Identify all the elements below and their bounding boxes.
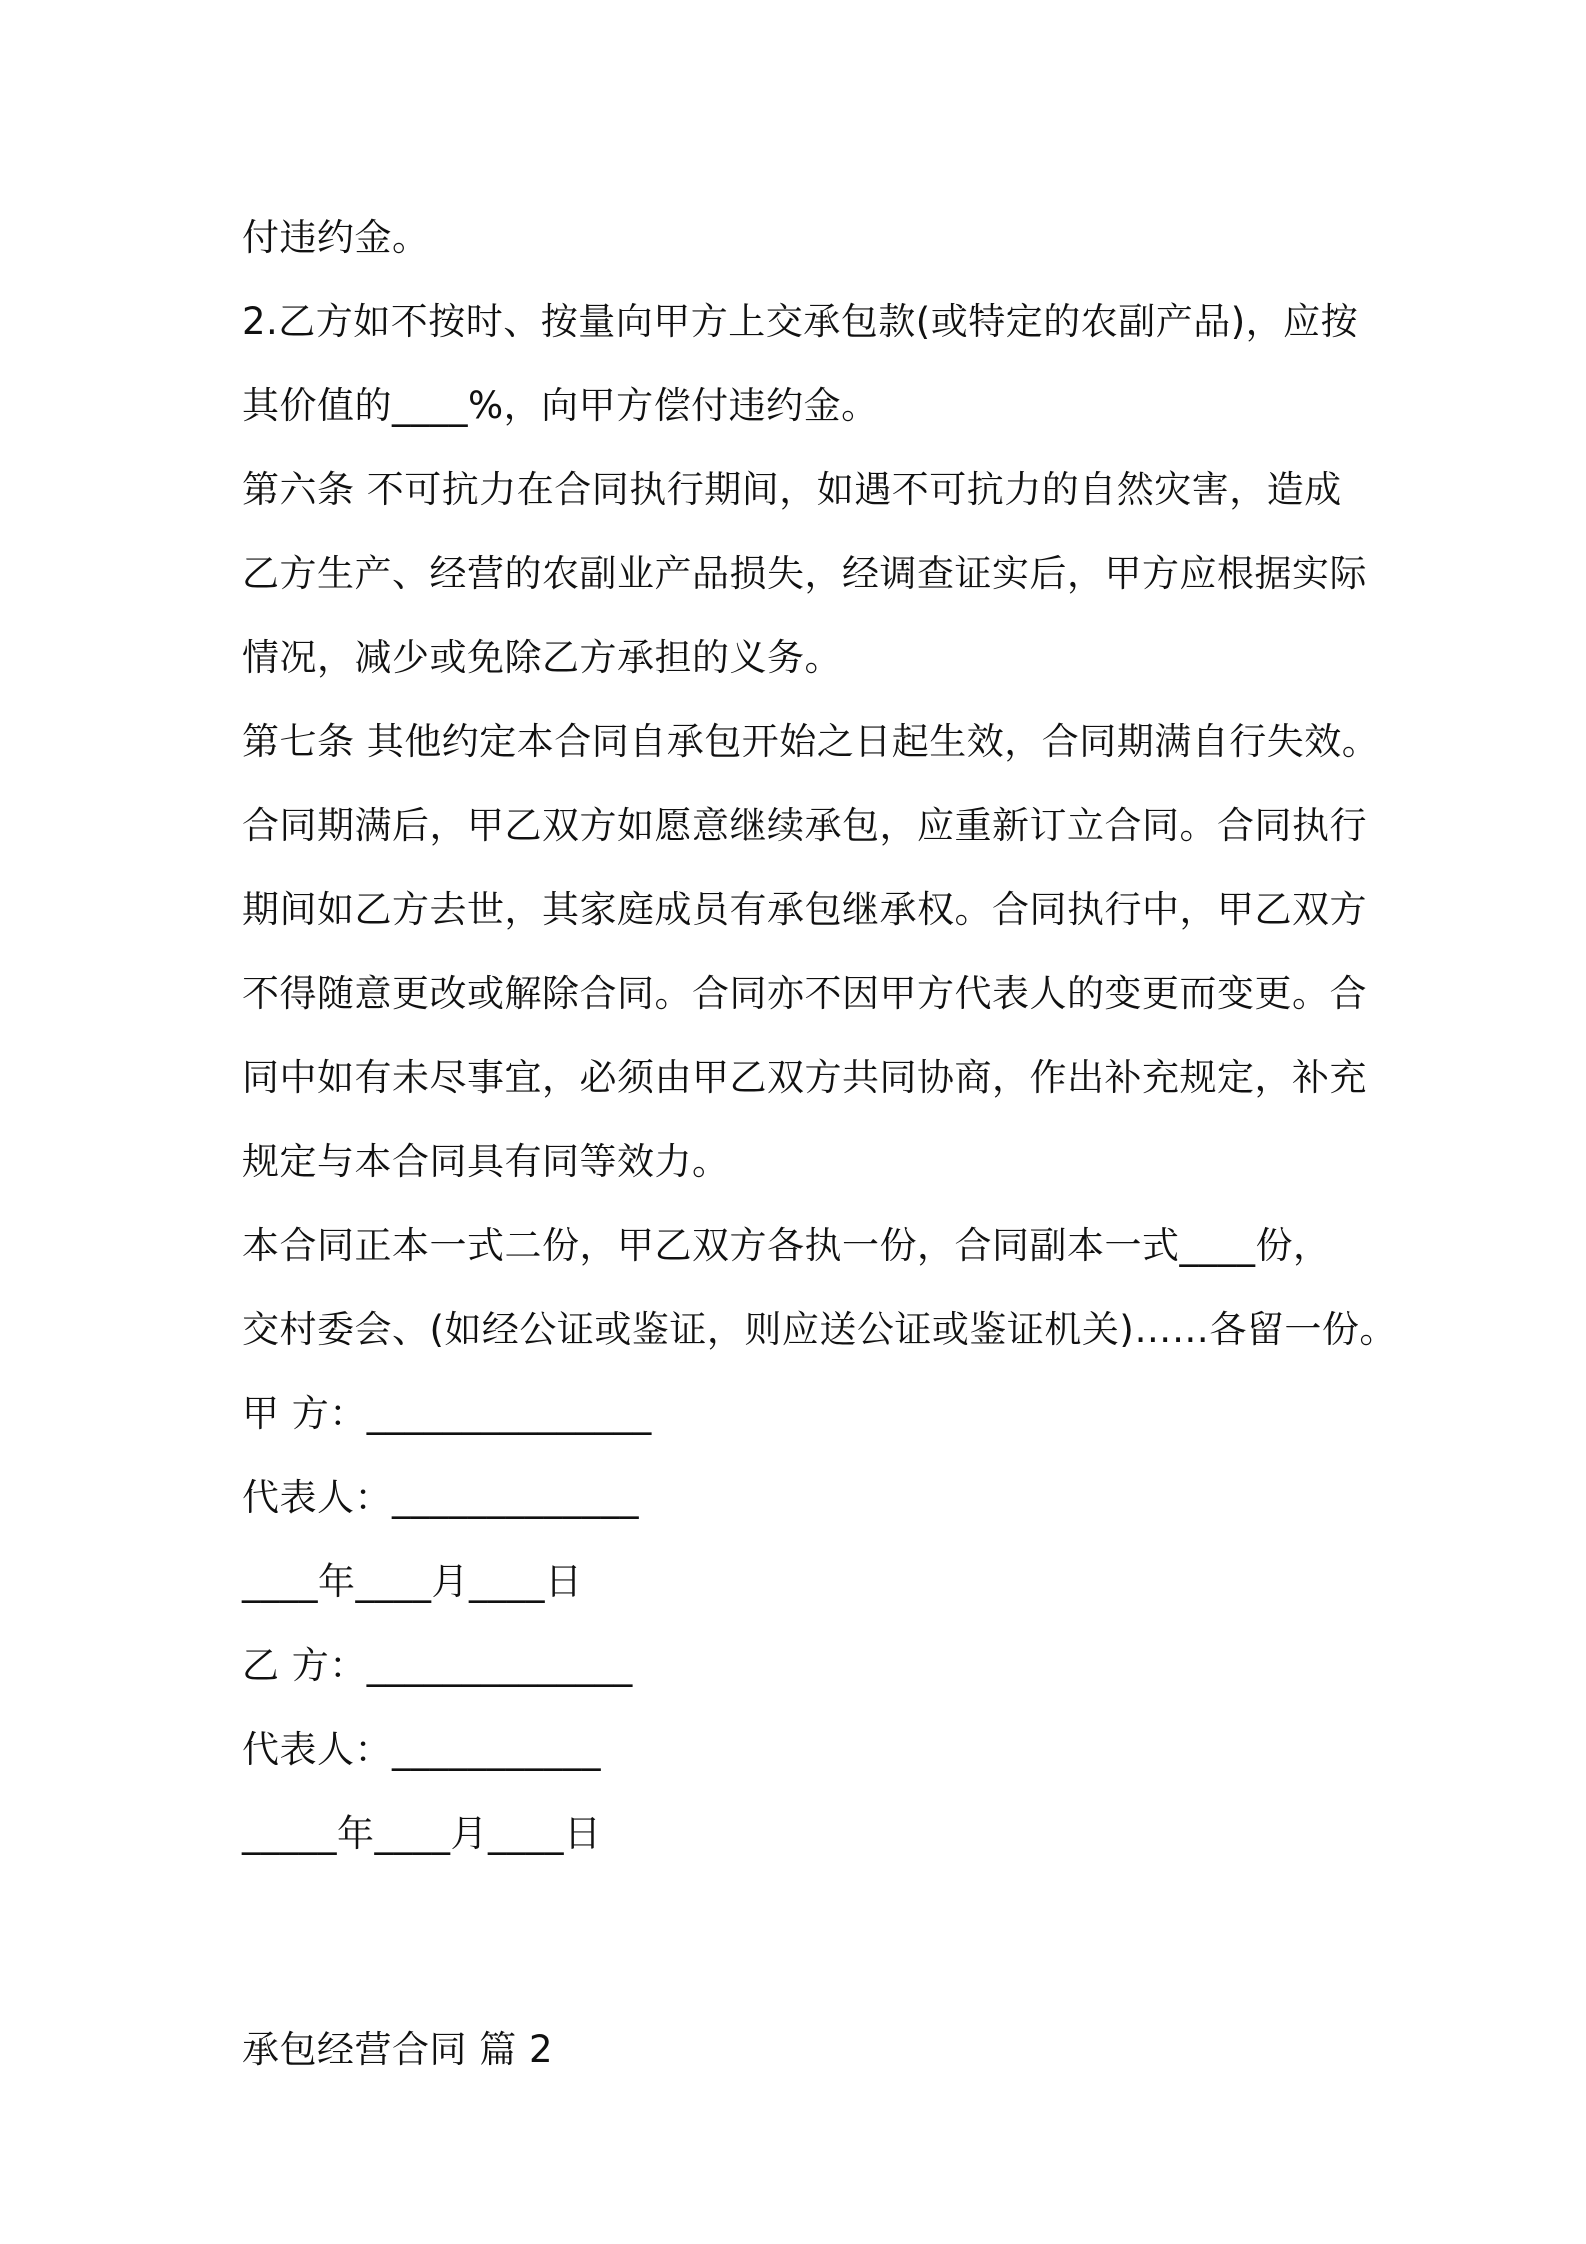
text-line: 2.乙方如不按时、按量向甲方上交承包款(或特定的农副产品)，应按	[242, 300, 1359, 343]
text-line: 同中如有未尽事宜，必须由甲乙双方共同协商，作出补充规定，补充	[242, 1056, 1367, 1099]
text-line: 其价值的____%，向甲方偿付违约金。	[242, 384, 879, 427]
text-line: 本合同正本一式二份，甲乙双方各执一份，合同副本一式____份，	[242, 1224, 1331, 1267]
party-b-signature-line: 乙 方：______________	[242, 1644, 633, 1687]
article-six-line: 第六条 不可抗力在合同执行期间，如遇不可抗力的自然灾害，造成	[242, 468, 1342, 511]
article-seven-line: 第七条 其他约定本合同自承包开始之日起生效，合同期满自行失效。	[242, 720, 1380, 763]
text-line: 不得随意更改或解除合同。合同亦不因甲方代表人的变更而变更。合	[242, 972, 1367, 1015]
party-a-date-line: ____年____月____日	[242, 1560, 583, 1603]
party-a-representative-line: 代表人：_____________	[242, 1476, 639, 1519]
text-line: 交村委会、(如经公证或鉴证，则应送公证或鉴证机关)……各留一份。	[242, 1308, 1397, 1351]
text-line: 付违约金。	[242, 216, 430, 259]
party-b-date-line: _____年____月____日	[242, 1812, 602, 1855]
text-line: 情况，减少或免除乙方承担的义务。	[242, 636, 842, 679]
text-line: 乙方生产、经营的农副业产品损失，经调查证实后，甲方应根据实际	[242, 552, 1367, 595]
party-a-signature-line: 甲 方：_______________	[242, 1392, 652, 1435]
text-line: 期间如乙方去世，其家庭成员有承包继承权。合同执行中，甲乙双方	[242, 888, 1367, 931]
section-heading: 承包经营合同 篇 2	[242, 2028, 554, 2071]
text-line: 规定与本合同具有同等效力。	[242, 1140, 730, 1183]
document-body	[242, 196, 1397, 2092]
text-line: 合同期满后，甲乙双方如愿意继续承包，应重新订立合同。合同执行	[242, 804, 1367, 847]
party-b-representative-line: 代表人：___________	[242, 1728, 601, 1771]
